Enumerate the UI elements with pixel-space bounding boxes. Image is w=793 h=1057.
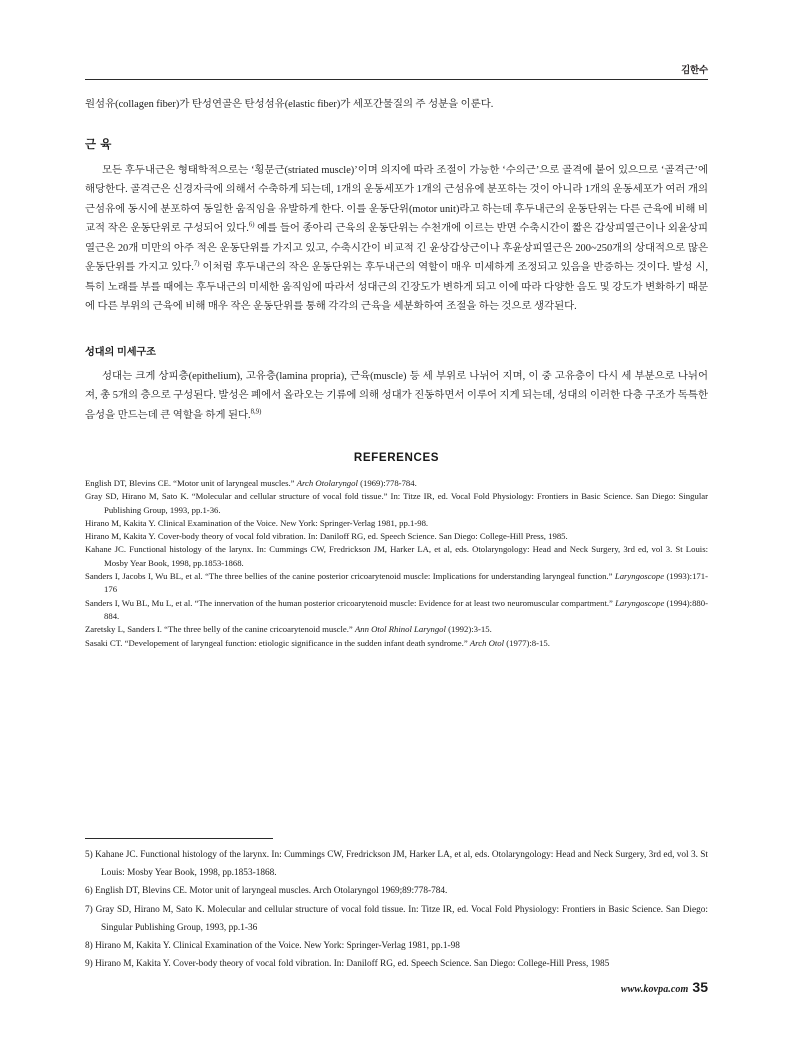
page-footer: [85, 979, 708, 997]
reference-text: Hirano M, Kakita Y. Cover-body theory of vocal fold vibration. In: Daniloff RG, ed. Speech Science. San Diego: College-Hill Press, 1985.: [85, 531, 568, 542]
vocalfold-paragraph: [85, 367, 708, 426]
reference-item: [85, 623, 708, 636]
spacer: [85, 464, 708, 477]
reference-citation: (1994):880-884.: [104, 597, 708, 621]
reference-item: [85, 597, 708, 624]
footnote-item: 8) Hirano M, Kakita Y. Clinical Examination of the Voice. New York: Springer-Verlag 1981, pp.1-98: [85, 941, 460, 952]
muscle-paragraph: [85, 161, 708, 317]
reference-journal: Arch Otolaryngol: [296, 478, 358, 488]
footnote-separator-rule: [85, 838, 273, 839]
reference-journal: Laryngoscope: [615, 597, 665, 608]
reference-citation: (1993):171-176: [104, 571, 709, 595]
spacer: [85, 317, 708, 343]
reference-journal: Ann Otol Rhinol Laryngol: [354, 624, 446, 635]
footnote-item: 7) Gray SD, Hirano M, Sato K. Molecular and cellular structure of vocal fold tissue. In: Titze IR, ed. Vocal Fold Physiology: Frontiers in Basic Science. San Diego: Singular Publishing Group, 1993, pp.1-36: [85, 904, 708, 933]
reference-text: Sanders I, Jacobs I, Wu BL, et al. “The three bellies of the canine posterior cricoarytenoid muscle: Implications for understanding laryngeal function.”: [85, 571, 615, 582]
reference-journal: Arch Otol: [469, 637, 505, 648]
section-heading-muscle: 근 육: [85, 138, 112, 151]
reference-text: English DT, Blevins CE. “Motor unit of laryngeal muscles.”: [85, 478, 297, 488]
footnote-marker-7: 7): [193, 260, 200, 268]
reference-journal: Laryngoscope: [614, 571, 665, 582]
reference-item: [85, 570, 708, 597]
vocalfold-text: 성대는 크게 상피층(epithelium), 고유층(lamina propria), 근육(muscle) 등 세 부위로 나뉘어 지며, 이 중 고유층이 다시 세 부분으로 나뉘어져, 총 5개의 층으로 구성된다. 발성은 폐에서 올라오는 기류에 의해 성대가 진동하면서 이루어 지게 되는데, 성대의 이러한 다층 구조가 독특한 음성을 만드는데 큰 역할을 하게 된다.: [85, 370, 708, 421]
muscle-text-part2: 예를 들어 종아리 근육의 운동단위는 수천개에 이르는 반면 수축시간이 짧은 갑상피열근이나 외윤상피열근은 20개 미만의 아주 적은 운동단위를 가지고 있고, 수축시간이 비교적 긴 윤상갑상근이나 후윤상피열근은 200~250개의 상대적으로 많은 운동단위를 가지고 있다.: [85, 223, 708, 273]
spacer: [85, 115, 708, 136]
header-rule: [85, 79, 708, 80]
reference-citation: (1992):3-15.: [445, 624, 492, 635]
main-text-column: [85, 95, 708, 650]
references-title: REFERENCES: [353, 451, 440, 464]
references-list: [85, 477, 708, 650]
footnote-marker-6: 6): [248, 221, 255, 229]
footnote-list: [85, 846, 708, 973]
intro-paragraph: 원섬유(collagen fiber)가 탄성연골은 탄성섬유(elastic fiber)가 세포간물질의 주 성분을 이룬다.: [85, 99, 494, 110]
reference-item: [85, 543, 708, 570]
reference-citation: (1969):778-784.: [357, 478, 417, 488]
reference-text: Sasaki CT. “Developement of laryngeal function: etiologic significance in the sudden infant death syndrome.”: [85, 637, 470, 648]
muscle-text-part1: 모든 후두내근은 형태학적으로는 ‘횡문근(striated muscle)’이며 의지에 따라 조절이 가능한 ‘수의근’으로 골격에 붙어 있으므로 ‘골격근’에 해당한다. 골격근은 신경자극에 의해서 수축하게 되는데, 1개의 운동세포가 1개의 근섬유에 분포하는 것이 아니라 1개의 운동세포가 여러 개의 근섬유에 동시에 분포하여 동일한 움직임을 유발하게 한다. 이를 운동단위(motor unit)라고 하는데 후두내근의 운동단위는 다른 근육에 비해 비교적 작은 운동단위로 구성되어 있다.: [85, 164, 708, 234]
spacer: [85, 152, 708, 161]
reference-text: Sanders I, Wu BL, Mu L, et al. “The innervation of the human posterior cricoarytenoid muscle: Evidence for at least two neuromuscular compartment.”: [85, 597, 616, 608]
reference-citation: (1977):8-15.: [504, 637, 550, 648]
footnote-marker-8-9: 8,9): [250, 408, 262, 416]
reference-item: [85, 490, 708, 517]
reference-item: [85, 530, 708, 543]
reference-item: [85, 477, 708, 490]
reference-text: Kahane JC. Functional histology of the larynx. In: Cummings CW, Fredrickson JM, Harker LA, et al, eds. Otolaryngology: Head and Neck Surgery, 3rd ed, vol 3. St Louis: Mosby Year Book, 1998, pp.1853-1868.: [85, 544, 708, 568]
spacer: [85, 358, 708, 367]
page-number: 35: [692, 979, 708, 995]
spacer: [85, 425, 708, 451]
muscle-text-part3: 이처럼 후두내근의 작은 운동단위는 후두내근의 역할이 매우 미세하게 조정되고 있음을 반증하는 것이다. 발성 시, 특히 노래를 부를 때에는 후두내근의 미세한 움직임에 따라서 성대근의 긴장도가 변하게 되고 이에 따라 다양한 음도 및 강도가 변화하기 때문에 다른 부위의 근육에 비해 매우 작은 운동단위를 통해 각각의 근육을 세분화하여 조절을 하는 것으로 생각된다.: [85, 262, 708, 312]
reference-item: [85, 517, 708, 530]
reference-text: Zaretsky L, Sanders I. “The three belly of the canine cricoarytenoid muscle.”: [85, 624, 355, 635]
running-head: 김한수: [681, 65, 708, 76]
reference-item: [85, 637, 708, 650]
footnote-item: 6) English DT, Blevins CE. Motor unit of laryngeal muscles. Arch Otolaryngol 1969;89:778-784.: [85, 886, 448, 897]
section-heading-vocalfold: 성대의 미세구조: [85, 346, 156, 358]
reference-text: Hirano M, Kakita Y. Clinical Examination of the Voice. New York: Springer-Verlag 1981, pp.1-98.: [85, 517, 429, 528]
reference-text: Gray SD, Hirano M, Sato K. “Molecular and cellular structure of vocal fold tissue.” In: Titze IR, ed. Vocal Fold Physiology: Frontiers in Basic Science. San Diego: Singular Publishing Group, 1993, pp.1-36.: [85, 491, 708, 515]
footer-website: www.kovpa.com: [620, 984, 689, 995]
footnote-item: 9) Hirano M, Kakita Y. Cover-body theory of vocal fold vibration. In: Daniloff RG, ed. Speech Science. San Diego: College-Hill Press, 1985: [85, 959, 610, 970]
footnote-item: 5) Kahane JC. Functional histology of the larynx. In: Cummings CW, Fredrickson JM, Harker LA, et al, eds. Otolaryngology: Head and Neck Surgery, 3rd ed, vol 3. St Louis: Mosby Year Book, 1998, pp.1853-1868.: [85, 850, 708, 879]
